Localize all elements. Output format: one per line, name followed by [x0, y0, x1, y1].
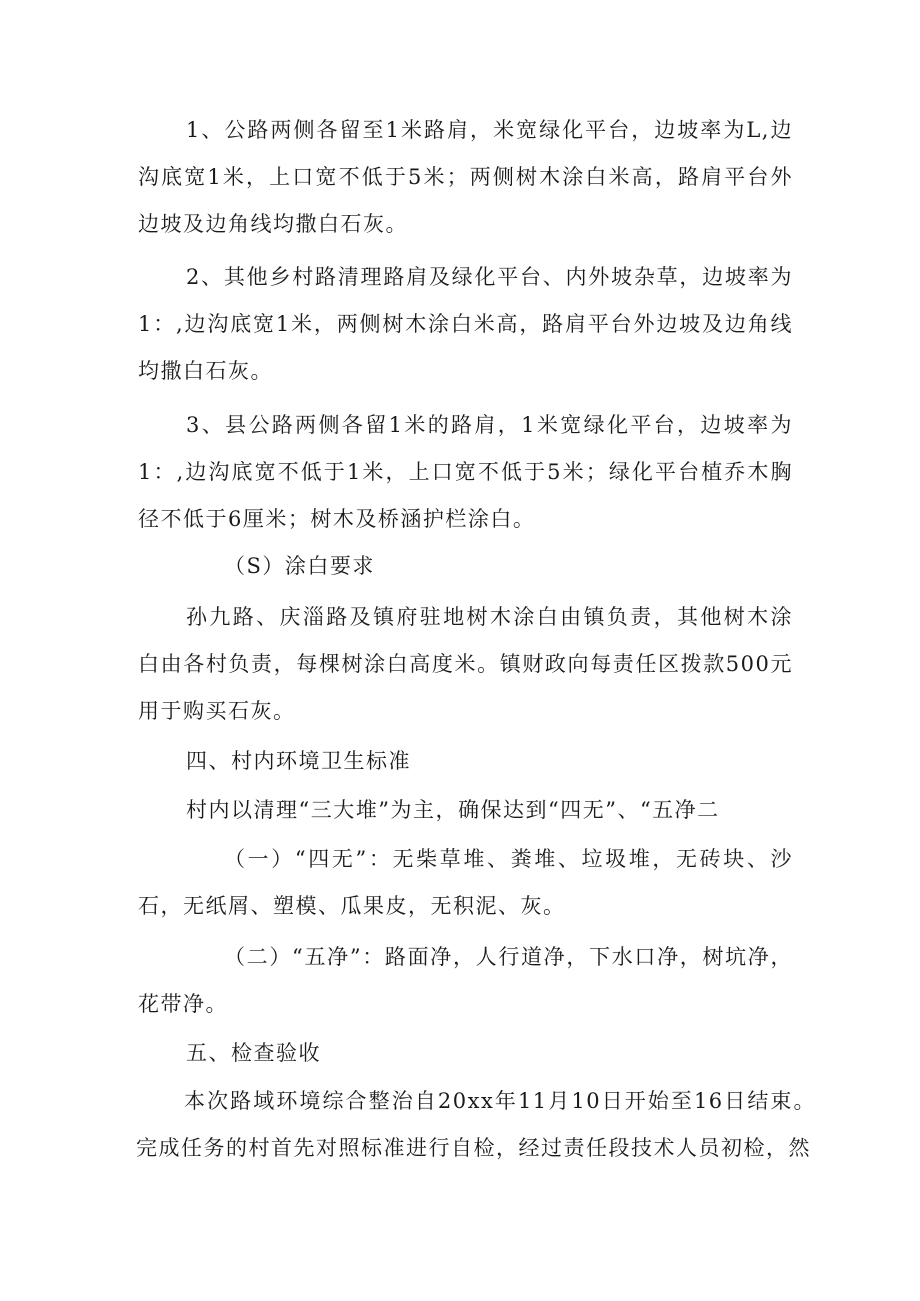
paragraph-five-cleans: （二）“五净”：路面净，人行道净，下水口净，树坑净，花带净。 — [138, 945, 793, 1016]
paragraph-whitewash-requirements: 孙九路、庆淄路及镇府驻地树木涂白由镇负责，其他树木涂白由各村负责，每棵树涂白高度米。镇财政向每责任区拨款500元用于购买石灰。 — [138, 605, 793, 723]
paragraph-shoulder-standard-3: 3、县公路两侧各留1米的路肩，1米宽绿化平台，边坡率为1：,边沟底宽不低于1米，上口宽不低于5米；绿化平台植乔木胸径不低于6厘米；树木及桥涵护栏涂白。 — [138, 413, 793, 531]
paragraph-inspection-schedule: 本次路域环境综合整治自20xx年11月10日开始至16日结束。完成任务的村首先对照标准进行自检，经过责任段技术人员初检，然 — [136, 1089, 816, 1160]
paragraph-shoulder-standard-1: 1、公路两侧各留至1米路肩，米宽绿化平台，边坡率为L,边沟底宽1米，上口宽不低于5米；两侧树木涂白米高，路肩平台外边坡及边角线均撒白石灰。 — [138, 118, 793, 236]
paragraph-village-sanitation-intro: 村内以清理“三大堆”为主，确保达到“四无”、“五净二 — [186, 798, 720, 822]
section-heading-village-sanitation: 四、村内环境卫生标准 — [186, 749, 411, 773]
section-heading-inspection: 五、检查验收 — [186, 1041, 321, 1065]
section-heading-whitewash: （S）涂白要求 — [224, 554, 375, 578]
paragraph-four-nos: （一）“四无”：无柴草堆、粪堆、垃圾堆，无砖块、沙石，无纸屑、塑模、瓜果皮，无积泥、灰。 — [138, 847, 793, 918]
paragraph-shoulder-standard-2: 2、其他乡村路清理路肩及绿化平台、内外坡杂草，边坡率为1：,边沟底宽1米，两侧树木涂白米高，路肩平台外边坡及边角线均撒白石灰。 — [138, 265, 793, 383]
